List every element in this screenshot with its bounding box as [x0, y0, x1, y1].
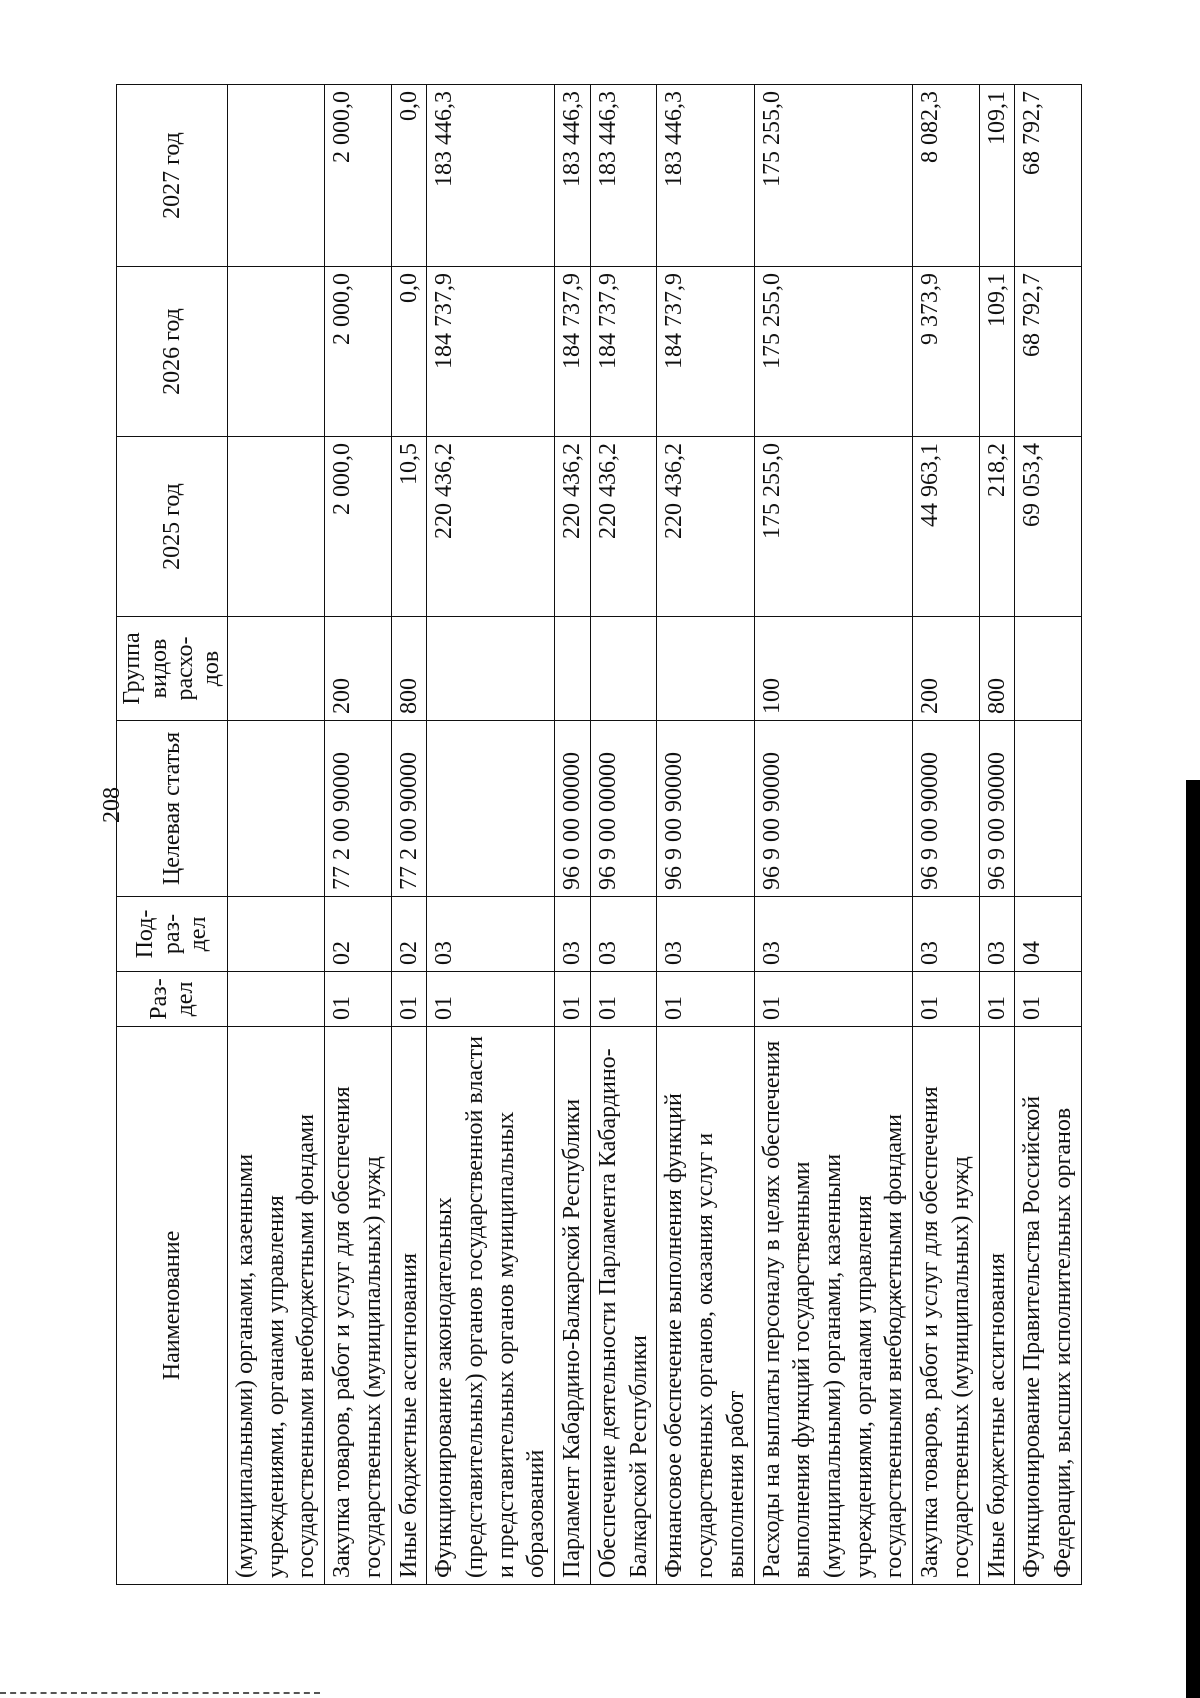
cell-name: Иные бюджетные ассигнования [391, 1027, 427, 1585]
cell-2025: 10,5 [391, 437, 427, 617]
cell-podrazdel: 03 [657, 897, 754, 972]
cell-2027: 183 446,3 [555, 85, 591, 267]
cell-2026: 2 000,0 [325, 267, 391, 437]
cell-statya: 96 0 00 00000 [555, 721, 591, 897]
cell-razdel: 01 [391, 972, 427, 1027]
cell-2025: 218,2 [979, 437, 1015, 617]
cell-statya: 96 9 00 90000 [754, 721, 913, 897]
cell-podrazdel: 02 [325, 897, 391, 972]
table-row [754, 85, 913, 1585]
table-row [979, 85, 1015, 1585]
table-row [427, 85, 555, 1585]
cell-2025: 2 000,0 [325, 437, 391, 617]
cell-razdel: 01 [325, 972, 391, 1027]
cell-podrazdel: 03 [555, 897, 591, 972]
cell-razdel [228, 972, 325, 1027]
cell-2025: 220 436,2 [427, 437, 555, 617]
cell-razdel: 01 [754, 972, 913, 1027]
table-row [555, 85, 591, 1585]
header-podrazdel: Под-раз-дел [117, 897, 228, 972]
cell-2027 [228, 85, 325, 267]
cell-gruppa: 800 [391, 617, 427, 721]
cell-2027: 0,0 [391, 85, 427, 267]
cell-2026: 175 255,0 [754, 267, 913, 437]
cell-podrazdel: 03 [979, 897, 1015, 972]
cell-2025: 175 255,0 [754, 437, 913, 617]
cell-2027: 8 082,3 [913, 85, 979, 267]
cell-razdel: 01 [913, 972, 979, 1027]
cell-2025: 220 436,2 [555, 437, 591, 617]
cell-razdel: 01 [1015, 972, 1081, 1027]
table-rotation-wrapper [116, 85, 1076, 1585]
cell-2026: 68 792,7 [1015, 267, 1081, 437]
cell-2026: 109,1 [979, 267, 1015, 437]
cell-razdel: 01 [979, 972, 1015, 1027]
page-number: 208 [99, 787, 125, 823]
table-row [325, 85, 391, 1585]
cell-2026: 184 737,9 [590, 267, 656, 437]
scan-dashed-line [0, 1692, 320, 1696]
cell-2025: 44 963,1 [913, 437, 979, 617]
header-gruppa: Группа видов расхо-дов [117, 617, 228, 721]
cell-2027: 183 446,3 [590, 85, 656, 267]
scan-edge-shadow [1186, 780, 1200, 1698]
header-2025: 2025 год [117, 437, 228, 617]
cell-podrazdel: 02 [391, 897, 427, 972]
cell-gruppa [1015, 617, 1081, 721]
table-row [590, 85, 656, 1585]
cell-statya: 96 9 00 90000 [979, 721, 1015, 897]
cell-gruppa: 200 [325, 617, 391, 721]
cell-2025 [228, 437, 325, 617]
header-name: Наименование [117, 1027, 228, 1585]
cell-gruppa: 100 [754, 617, 913, 721]
cell-2026: 184 737,9 [427, 267, 555, 437]
table-header-row [117, 85, 228, 1585]
cell-gruppa [427, 617, 555, 721]
header-2026: 2026 год [117, 267, 228, 437]
cell-statya: 96 9 00 90000 [913, 721, 979, 897]
cell-name: Финансовое обеспечение выполнения функций государственных органов, оказания услуг и выполнения работ [657, 1027, 754, 1585]
cell-2025: 220 436,2 [657, 437, 754, 617]
cell-gruppa [657, 617, 754, 721]
cell-razdel: 01 [427, 972, 555, 1027]
cell-name: Закупка товаров, работ и услуг для обеспечения государственных (муниципальных) нужд [325, 1027, 391, 1585]
cell-2027: 109,1 [979, 85, 1015, 267]
cell-razdel: 01 [590, 972, 656, 1027]
header-2027: 2027 год [117, 85, 228, 267]
cell-2027: 175 255,0 [754, 85, 913, 267]
cell-podrazdel: 03 [754, 897, 913, 972]
cell-2026: 0,0 [391, 267, 427, 437]
cell-name: (муниципальными) органами, казенными учреждениями, органами управления государственными внебюджетными фондами [228, 1027, 325, 1585]
cell-statya: 96 9 00 00000 [590, 721, 656, 897]
cell-gruppa: 200 [913, 617, 979, 721]
cell-name: Закупка товаров, работ и услуг для обеспечения государственных (муниципальных) нужд [913, 1027, 979, 1585]
cell-2025: 69 053,4 [1015, 437, 1081, 617]
cell-name: Функционирование Правительства Российской Федерации, высших исполнительных органов [1015, 1027, 1081, 1585]
table-row [391, 85, 427, 1585]
cell-2027: 68 792,7 [1015, 85, 1081, 267]
cell-gruppa [228, 617, 325, 721]
header-razdel: Раз-дел [117, 972, 228, 1027]
cell-podrazdel: 03 [590, 897, 656, 972]
cell-name: Обеспечение деятельности Парламента Кабардино-Балкарской Республики [590, 1027, 656, 1585]
cell-razdel: 01 [555, 972, 591, 1027]
cell-statya: 96 9 00 90000 [657, 721, 754, 897]
cell-2027: 2 000,0 [325, 85, 391, 267]
cell-2026: 184 737,9 [657, 267, 754, 437]
cell-2026: 184 737,9 [555, 267, 591, 437]
table-row [913, 85, 979, 1585]
cell-podrazdel [228, 897, 325, 972]
cell-name: Парламент Кабардино-Балкарской Республики [555, 1027, 591, 1585]
table-row [1015, 85, 1081, 1585]
cell-statya: 77 2 00 90000 [325, 721, 391, 897]
cell-2025: 220 436,2 [590, 437, 656, 617]
cell-statya [427, 721, 555, 897]
cell-statya [1015, 721, 1081, 897]
cell-2027: 183 446,3 [427, 85, 555, 267]
table-body [228, 85, 1082, 1585]
table-row [228, 85, 325, 1585]
cell-name: Функционирование законодательных (представительных) органов государственной власти и представительных органов муниципальных образований [427, 1027, 555, 1585]
cell-2027: 183 446,3 [657, 85, 754, 267]
budget-table [116, 84, 1082, 1585]
cell-statya: 77 2 00 90000 [391, 721, 427, 897]
cell-razdel: 01 [657, 972, 754, 1027]
header-statya: Целевая статья [117, 721, 228, 897]
cell-gruppa: 800 [979, 617, 1015, 721]
cell-podrazdel: 03 [427, 897, 555, 972]
cell-gruppa [555, 617, 591, 721]
cell-name: Расходы на выплаты персоналу в целях обеспечения выполнения функций государственными (муниципальными) органами, казенными учреждениями, органами управления государственными внебюджетными фондами [754, 1027, 913, 1585]
cell-podrazdel: 04 [1015, 897, 1081, 972]
cell-statya [228, 721, 325, 897]
table-row [657, 85, 754, 1585]
cell-name: Иные бюджетные ассигнования [979, 1027, 1015, 1585]
cell-2026 [228, 267, 325, 437]
cell-gruppa [590, 617, 656, 721]
cell-2026: 9 373,9 [913, 267, 979, 437]
cell-podrazdel: 03 [913, 897, 979, 972]
